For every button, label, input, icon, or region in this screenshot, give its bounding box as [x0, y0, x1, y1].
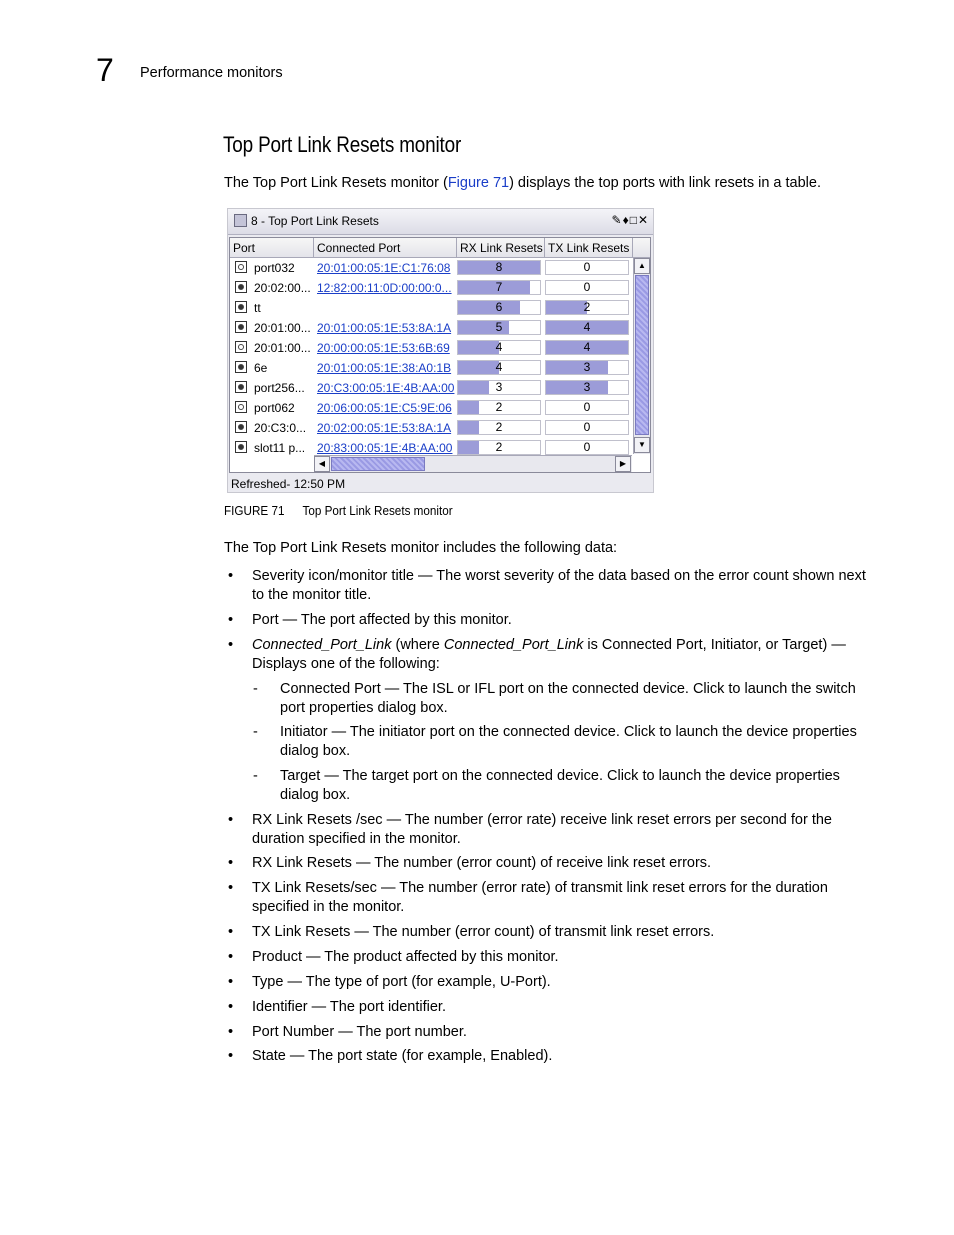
- table-row[interactable]: [230, 418, 632, 438]
- connected-port-link[interactable]: 20:06:00:05:1E:C5:9E:06: [317, 401, 452, 415]
- bullet-item: [252, 811, 872, 849]
- rx-bar: [457, 280, 541, 295]
- rx-value: 2: [495, 400, 503, 414]
- row-severity-icon: [235, 381, 247, 393]
- tx-cell: [545, 378, 631, 398]
- rx-bar: [457, 400, 541, 415]
- port-name: tt: [254, 301, 261, 315]
- bullet-glyph: •: [228, 612, 234, 628]
- bullet-term: State: [252, 1048, 286, 1064]
- bullet-item: [252, 973, 872, 992]
- bullet-item: [252, 923, 872, 942]
- row-severity-icon: [235, 361, 247, 373]
- cb-term-1: Connected Port: [601, 637, 703, 653]
- rx-value: 4: [495, 360, 503, 374]
- rx-value: 2: [495, 440, 503, 454]
- row-severity-icon: [235, 441, 247, 453]
- scroll-down-icon[interactable]: ▼: [634, 437, 650, 453]
- bullet-item: [252, 998, 872, 1017]
- tx-cell: [545, 398, 631, 418]
- sub-item-text: — The ISL or IFL port on the connected device. Click to launch the switch port properties dialog box.: [280, 681, 856, 716]
- tx-cell: [545, 418, 631, 438]
- bullet-glyph: •: [228, 568, 234, 584]
- dash-glyph: -: [253, 681, 258, 697]
- rx-bar: [457, 300, 541, 315]
- tx-bar: [545, 320, 629, 335]
- monitor-title-bar: [228, 209, 653, 235]
- bullet-item: [252, 948, 872, 967]
- bullet-term: RX Link Resets /sec: [252, 812, 383, 828]
- bullet-item: [252, 879, 872, 917]
- row-severity-icon: [235, 281, 247, 293]
- bullet-term: Product: [252, 949, 302, 965]
- scroll-left-icon[interactable]: ◀: [314, 456, 330, 472]
- tx-bar: [545, 300, 629, 315]
- bullet-glyph: •: [228, 924, 234, 940]
- port-cell: [230, 318, 314, 338]
- port-name: port032: [254, 261, 295, 275]
- bullet-glyph: •: [228, 949, 234, 965]
- cb-text-1: (where: [391, 637, 444, 653]
- port-name: 20:C3:0...: [254, 421, 307, 435]
- rx-bar: [457, 320, 541, 335]
- tx-bar: [545, 380, 629, 395]
- rx-cell: [457, 378, 543, 398]
- table-row[interactable]: [230, 338, 632, 358]
- sub-item: [280, 680, 880, 718]
- rx-value: 6: [495, 300, 503, 314]
- rx-value: 2: [495, 420, 503, 434]
- bullet-text: — The port number.: [334, 1024, 467, 1040]
- tx-value: 0: [583, 280, 591, 294]
- link-resets-table: [229, 237, 651, 473]
- rx-value: 3: [495, 380, 503, 394]
- cb-italic-2: Connected_Port_Link: [443, 637, 584, 653]
- cb-text-2: is: [583, 637, 602, 653]
- refreshed-status: Refreshed- 12:50 PM: [231, 477, 346, 491]
- chapter-title: Performance monitors: [140, 65, 283, 81]
- bullet-glyph: •: [228, 637, 234, 653]
- tx-value: 3: [583, 380, 591, 394]
- tx-cell: [545, 298, 631, 318]
- table-row[interactable]: [230, 358, 632, 378]
- includes-paragraph: [224, 539, 617, 557]
- rx-value: 8: [495, 260, 503, 274]
- row-severity-icon: [235, 321, 247, 333]
- connected-port-link[interactable]: 20:01:00:05:1E:C1:76:08: [317, 261, 451, 275]
- bullet-item: [252, 636, 872, 674]
- rx-cell: [457, 318, 543, 338]
- row-severity-icon: [235, 421, 247, 433]
- scroll-up-icon[interactable]: ▲: [634, 258, 650, 274]
- rx-value: 4: [495, 340, 503, 354]
- tx-cell: [545, 258, 631, 278]
- section-title: Top Port Link Resets monitor: [223, 132, 462, 157]
- port-cell: [230, 278, 314, 298]
- port-name: port256...: [254, 381, 305, 395]
- column-header-connected-port[interactable]: Connected Port: [314, 238, 457, 258]
- rx-bar: [457, 340, 541, 355]
- sub-item: [280, 767, 880, 805]
- figure-label: FIGURE 71: [224, 503, 285, 518]
- bullet-item: [252, 1047, 872, 1066]
- rx-bar: [457, 360, 541, 375]
- connected-port-link[interactable]: 20:01:00:05:1E:38:A0:1B: [317, 361, 452, 375]
- tx-value: 2: [583, 300, 591, 314]
- connected-port-link[interactable]: 20:00:00:05:1E:53:6B:69: [317, 341, 450, 355]
- bullet-text: — The type of port (for example, U-Port).: [283, 974, 551, 990]
- bullet-item: [252, 1023, 872, 1042]
- table-row[interactable]: [230, 298, 632, 318]
- tx-value: 4: [583, 320, 591, 334]
- column-header-tx-link-resets[interactable]: TX Link Resets: [545, 238, 633, 258]
- bullet-glyph: •: [228, 999, 234, 1015]
- tx-value: 0: [583, 440, 591, 454]
- tx-cell: [545, 318, 631, 338]
- connected-port-link[interactable]: 20:C3:00:05:1E:4B:AA:00: [317, 381, 455, 395]
- bullet-text: — The number (error rate) of transmit link reset errors for the duration specified in the monitor.: [252, 880, 828, 915]
- row-severity-icon: [235, 401, 247, 413]
- bullet-text: — The product affected by this monitor.: [301, 949, 559, 965]
- bullet-glyph: •: [228, 1048, 234, 1064]
- connected-port-link[interactable]: 12:82:00:11:0D:00:00:0...: [317, 281, 452, 295]
- connected-port-link[interactable]: 20:02:00:05:1E:53:8A:1A: [317, 421, 452, 435]
- port-cell: [230, 358, 314, 378]
- top-port-link-resets-monitor: [227, 208, 654, 493]
- includes-post: monitor includes the following data:: [386, 540, 618, 556]
- sub-item-term: Initiator: [280, 724, 328, 740]
- bullet-item: [252, 567, 872, 605]
- port-name: 6e: [254, 361, 268, 375]
- sub-item-text: — The initiator port on the connected device. Click to launch the device properties dialog box.: [280, 724, 857, 759]
- tx-bar: [545, 360, 629, 375]
- monitor-toolbar-icons[interactable]: ✎♦□✕: [611, 213, 649, 227]
- tx-cell: [545, 338, 631, 358]
- rx-cell: [457, 398, 543, 418]
- table-row[interactable]: [230, 318, 632, 338]
- port-name: port062: [254, 401, 295, 415]
- rx-value: 5: [495, 320, 503, 334]
- scroll-right-icon[interactable]: ▶: [615, 456, 631, 472]
- tx-value: 0: [583, 400, 591, 414]
- tx-bar: [545, 260, 629, 275]
- port-cell: [230, 258, 314, 278]
- rx-bar: [457, 260, 541, 275]
- sub-item: [280, 723, 880, 761]
- sub-item-term: Connected Port: [280, 681, 381, 697]
- tx-bar: [545, 280, 629, 295]
- row-severity-icon: [235, 301, 247, 313]
- monitor-title: 8 - Top Port Link Resets: [251, 214, 379, 228]
- bullet-item: [252, 854, 872, 873]
- port-cell: [230, 338, 314, 358]
- tx-bar: [545, 400, 629, 415]
- bullet-term: TX Link Resets: [252, 924, 351, 940]
- chapter-number: 7: [96, 52, 114, 88]
- tx-value: 0: [583, 260, 591, 274]
- rx-cell: [457, 338, 543, 358]
- port-cell: [230, 378, 314, 398]
- row-severity-icon: [235, 261, 247, 273]
- intro-post: ) displays the top ports with link resets in a table.: [509, 175, 821, 191]
- column-header-port[interactable]: Port: [230, 238, 314, 258]
- tx-value: 3: [583, 360, 591, 374]
- figure-caption: [224, 503, 453, 518]
- port-cell: [230, 398, 314, 418]
- bullet-text: — The port identifier.: [307, 999, 446, 1015]
- port-name: 20:01:00...: [254, 321, 311, 335]
- bullet-glyph: •: [228, 1024, 234, 1040]
- tx-value: 0: [583, 420, 591, 434]
- figure-link[interactable]: Figure 71: [447, 175, 510, 191]
- cb-text-3: ,: [702, 637, 711, 653]
- bullet-term: Identifier: [252, 999, 308, 1015]
- severity-icon: [234, 214, 247, 227]
- sub-item-term: Target: [280, 768, 321, 784]
- bullet-text: — The port state (for example, Enabled).: [285, 1048, 553, 1064]
- rx-cell: [457, 278, 543, 298]
- bullet-term: Type: [252, 974, 284, 990]
- bullet-text: — The number (error count) of receive link reset errors.: [351, 855, 712, 871]
- tx-bar: [545, 420, 629, 435]
- cb-text-5: ) — Displays one of the following:: [252, 637, 846, 672]
- bullet-glyph: •: [228, 855, 234, 871]
- rx-cell: [457, 258, 543, 278]
- vertical-scrollbar[interactable]: [633, 258, 650, 454]
- includes-pre: The: [224, 540, 253, 556]
- bullet-term: TX Link Resets/sec: [252, 880, 377, 896]
- bullet-text: — The number (error rate) receive link reset errors per second for the duration specified in the monitor.: [252, 812, 832, 847]
- table-row[interactable]: [230, 278, 632, 298]
- intro-pre: The: [224, 175, 253, 191]
- bullet-term: Port Number: [252, 1024, 335, 1040]
- rx-cell: [457, 298, 543, 318]
- table-row[interactable]: [230, 258, 632, 278]
- tx-value: 4: [583, 340, 591, 354]
- figure-title: Top Port Link Resets monitor: [302, 503, 453, 518]
- rx-bar: [457, 440, 541, 455]
- cb-italic-1: Connected_Port_Link: [252, 637, 392, 653]
- rx-cell: [457, 418, 543, 438]
- cb-term-3: Target: [782, 637, 823, 653]
- table-row[interactable]: [230, 398, 632, 418]
- tx-bar: [545, 340, 629, 355]
- port-cell: [230, 418, 314, 438]
- bullet-term: RX Link Resets: [252, 855, 352, 871]
- bullet-item: [252, 611, 872, 630]
- dash-glyph: -: [253, 768, 258, 784]
- intro-paragraph: [224, 174, 821, 192]
- vertical-scroll-thumb[interactable]: [635, 275, 649, 435]
- bullet-text: — The port affected by this monitor.: [278, 612, 512, 628]
- dash-glyph: -: [253, 724, 258, 740]
- cb-term-2: Initiator: [710, 637, 758, 653]
- connected-port-link[interactable]: 20:83:00:05:1E:4B:AA:00: [317, 441, 453, 455]
- port-name: 20:01:00...: [254, 341, 311, 355]
- rx-cell: [457, 358, 543, 378]
- connected-port-link[interactable]: 20:01:00:05:1E:53:8A:1A: [317, 321, 452, 335]
- bullet-text: — The number (error count) of transmit link reset errors.: [350, 924, 715, 940]
- bullet-glyph: •: [228, 812, 234, 828]
- horizontal-scrollbar[interactable]: [314, 455, 632, 472]
- bullet-text: Severity icon/monitor title — The worst severity of the data based on the error count shown next to the monitor title.: [252, 568, 866, 603]
- includes-term: Top Port Link Resets: [252, 540, 387, 556]
- port-name: slot11 p...: [254, 441, 306, 455]
- column-header-rx-link-resets[interactable]: RX Link Resets: [457, 238, 545, 258]
- port-cell: [230, 298, 314, 318]
- rx-value: 7: [495, 280, 503, 294]
- bullet-glyph: •: [228, 974, 234, 990]
- connected-port-link[interactable]: [314, 298, 456, 318]
- tx-cell: [545, 278, 631, 298]
- cb-text-4: , or: [757, 637, 783, 653]
- intro-term: Top Port Link Resets: [252, 175, 387, 191]
- tx-cell: [545, 358, 631, 378]
- horizontal-scroll-thumb[interactable]: [331, 457, 425, 471]
- bullet-glyph: •: [228, 880, 234, 896]
- tx-bar: [545, 440, 629, 455]
- column-header-filler: [633, 238, 651, 258]
- intro-mid: monitor (: [386, 175, 448, 191]
- port-name: 20:02:00...: [254, 281, 311, 295]
- rx-bar: [457, 380, 541, 395]
- table-row[interactable]: [230, 378, 632, 398]
- sub-item-text: — The target port on the connected device. Click to launch the device properties dialog box.: [280, 768, 840, 803]
- bullet-term: Port: [252, 612, 279, 628]
- rx-bar: [457, 420, 541, 435]
- port-cell: [230, 438, 314, 458]
- row-severity-icon: [235, 341, 247, 353]
